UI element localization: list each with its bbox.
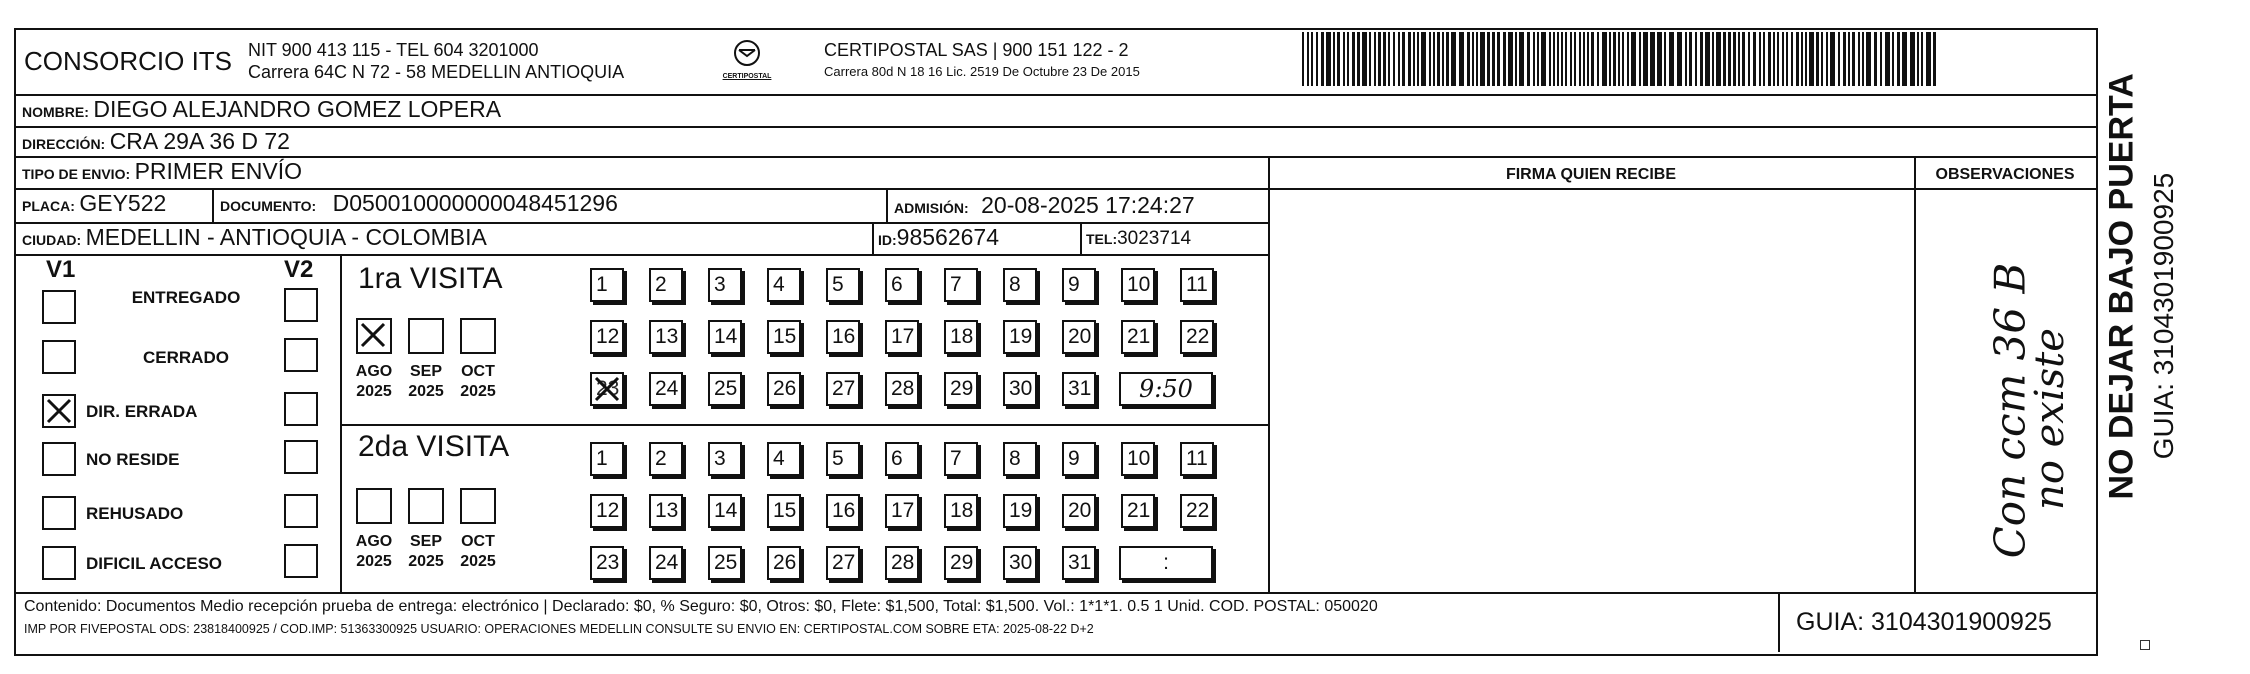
observaciones-line1: Con ccm 36 B bbox=[1985, 262, 2035, 559]
barcode-bar bbox=[1695, 32, 1697, 86]
barcode-bar bbox=[1728, 32, 1731, 86]
barcode-bar bbox=[1337, 32, 1340, 86]
month-label bbox=[452, 362, 504, 402]
day-box[interactable]: 17 bbox=[885, 494, 919, 528]
barcode-bar bbox=[1519, 32, 1524, 86]
barcode-bar bbox=[1622, 32, 1624, 86]
id-value: 98562674 bbox=[896, 224, 1000, 250]
barcode-bar bbox=[1378, 32, 1381, 86]
day-box[interactable]: 7 bbox=[944, 442, 978, 476]
day-box[interactable]: 6 bbox=[885, 442, 919, 476]
day-box[interactable]: 19 bbox=[1003, 320, 1037, 354]
barcode-bar bbox=[1388, 32, 1390, 86]
day-box[interactable]: 5 bbox=[826, 268, 860, 302]
day-box-crossed[interactable] bbox=[590, 372, 624, 406]
day-box[interactable]: 26 bbox=[767, 546, 801, 580]
tel-value: 3023714 bbox=[1117, 228, 1192, 249]
barcode-bar bbox=[1723, 32, 1726, 86]
day-box[interactable]: 2 bbox=[649, 268, 683, 302]
barcode-bar bbox=[1357, 32, 1360, 86]
month-year: 2025 bbox=[356, 383, 392, 400]
status-v1-checkbox[interactable] bbox=[42, 340, 76, 374]
barcode-bar bbox=[1738, 32, 1740, 86]
barcode-bar bbox=[1664, 32, 1666, 86]
month-year: 2025 bbox=[460, 553, 496, 570]
status-v1-checkbox[interactable] bbox=[42, 442, 76, 476]
month-label bbox=[348, 362, 400, 402]
check-x-icon bbox=[358, 320, 388, 350]
status-v1-checkbox[interactable] bbox=[42, 496, 76, 530]
divider bbox=[1080, 222, 1082, 254]
barcode-bar bbox=[1574, 32, 1576, 86]
month-name: SEP bbox=[409, 363, 442, 380]
day-box[interactable]: 12 bbox=[590, 494, 624, 528]
nombre-row bbox=[22, 96, 501, 123]
month-year: 2025 bbox=[408, 383, 444, 400]
barcode-bar bbox=[1689, 32, 1692, 86]
barcode-bar bbox=[1302, 32, 1304, 86]
month-label bbox=[400, 362, 452, 402]
barcode-bar bbox=[1657, 32, 1662, 86]
barcode-bar bbox=[1398, 32, 1400, 86]
tel-label: TEL: bbox=[1086, 231, 1118, 247]
day-box[interactable]: 1 bbox=[590, 268, 624, 302]
day-box[interactable]: 14 bbox=[708, 320, 742, 354]
barcode-bar bbox=[1862, 32, 1864, 86]
divider bbox=[14, 126, 2096, 128]
day-box[interactable]: 2 bbox=[649, 442, 683, 476]
barcode-bar bbox=[1712, 32, 1714, 86]
tipo-label: TIPO DE ENVIO: bbox=[22, 166, 131, 182]
barcode-bar bbox=[1553, 32, 1555, 86]
barcode-bar bbox=[1383, 32, 1386, 86]
day-box[interactable]: 9 bbox=[1062, 268, 1096, 302]
barcode-bar bbox=[1451, 32, 1456, 86]
day-box[interactable]: 14 bbox=[708, 494, 742, 528]
month-checkbox[interactable] bbox=[356, 318, 392, 354]
day-box[interactable]: 27 bbox=[826, 546, 860, 580]
courier-line: CERTIPOSTAL SAS | 900 151 122 - 2 bbox=[824, 40, 1129, 60]
barcode-bar bbox=[1497, 32, 1500, 86]
day-box[interactable]: 1 bbox=[590, 442, 624, 476]
divider bbox=[886, 188, 888, 222]
barcode-bar bbox=[1858, 32, 1860, 86]
observaciones-line2: no existe bbox=[2027, 328, 2073, 510]
day-box[interactable]: 15 bbox=[767, 494, 801, 528]
barcode-bar bbox=[1583, 32, 1585, 86]
barcode-bar bbox=[1892, 32, 1894, 86]
day-box[interactable]: 12 bbox=[590, 320, 624, 354]
barcode-bar bbox=[1492, 32, 1495, 86]
barcode-bar bbox=[1921, 32, 1923, 86]
v1-header: V1 bbox=[46, 256, 76, 283]
tipo-row bbox=[22, 158, 302, 185]
status-label: DIFICIL ACCESO bbox=[86, 554, 223, 573]
month-year: 2025 bbox=[356, 553, 392, 570]
barcode-bar bbox=[1796, 32, 1799, 86]
barcode-bar bbox=[1777, 32, 1779, 86]
admision-row bbox=[894, 192, 1195, 219]
month-checkbox[interactable] bbox=[356, 488, 392, 524]
barcode-bar bbox=[1597, 32, 1599, 86]
ciudad-value: MEDELLIN - ANTIOQUIA - COLOMBIA bbox=[85, 224, 487, 250]
barcode-bar bbox=[1429, 32, 1431, 86]
day-box[interactable]: 31 bbox=[1062, 546, 1096, 580]
divider bbox=[1778, 592, 1780, 652]
barcode-bar bbox=[1515, 32, 1517, 86]
day-box[interactable]: 18 bbox=[944, 320, 978, 354]
barcode-bar bbox=[1805, 32, 1807, 86]
barcode-bar bbox=[1801, 32, 1803, 86]
day-box[interactable]: 24 bbox=[649, 546, 683, 580]
barcode-bar bbox=[1408, 32, 1411, 86]
tipo-value: PRIMER ENVÍO bbox=[134, 158, 302, 184]
barcode-bar bbox=[1333, 32, 1335, 86]
barcode-bar bbox=[1442, 32, 1444, 86]
ciudad-label: CIUDAD: bbox=[22, 232, 82, 248]
day-box[interactable]: 18 bbox=[944, 494, 978, 528]
day-box[interactable]: 24 bbox=[649, 372, 683, 406]
footer-guia: GUIA: 3104301900925 bbox=[1796, 608, 2052, 636]
status-v2-checkbox[interactable] bbox=[284, 338, 318, 372]
placa-label: PLACA: bbox=[22, 198, 75, 214]
barcode-bar bbox=[1459, 32, 1464, 86]
footer-print-info: IMP POR FIVEPOSTAL ODS: 23818400925 / COD.IMP: 51363300925 USUARIO: OPERACIONES MEDELLIN CONSULTE SU ENVIO EN: CERTIPOSTAL.COM SOBRE ETA: 2025-08-22 D+2 bbox=[24, 622, 1094, 636]
barcode-bar bbox=[1618, 32, 1620, 86]
month-name: OCT bbox=[461, 533, 495, 550]
status-label: ENTREGADO bbox=[131, 288, 241, 307]
documento-value: D050010000000048451296 bbox=[332, 190, 618, 216]
barcode-bar bbox=[1307, 32, 1309, 86]
barcode-bar bbox=[1809, 32, 1814, 86]
day-box[interactable]: 20 bbox=[1062, 320, 1096, 354]
divider bbox=[14, 592, 2096, 594]
barcode-bar bbox=[1917, 32, 1919, 86]
day-box[interactable]: 13 bbox=[649, 494, 683, 528]
divider bbox=[1268, 156, 1270, 594]
month-checkbox[interactable] bbox=[408, 318, 444, 354]
v2-header: V2 bbox=[284, 256, 314, 283]
logo-text: CERTIPOSTAL bbox=[722, 73, 772, 80]
barcode-bar bbox=[1374, 32, 1376, 86]
day-box[interactable]: 29 bbox=[944, 372, 978, 406]
barcode-bar bbox=[1472, 32, 1474, 86]
barcode-bar bbox=[1852, 32, 1855, 86]
barcode-bar bbox=[1650, 32, 1655, 86]
day-box[interactable]: 16 bbox=[826, 320, 860, 354]
day-box[interactable]: 26 bbox=[767, 372, 801, 406]
barcode-bar bbox=[1362, 32, 1367, 86]
divider bbox=[212, 188, 214, 222]
day-box[interactable]: 23 bbox=[590, 546, 624, 580]
status-v2-checkbox[interactable] bbox=[284, 494, 318, 528]
month-label bbox=[452, 532, 504, 572]
month-name: AGO bbox=[355, 363, 393, 380]
day-box[interactable]: 27 bbox=[826, 372, 860, 406]
barcode-bar bbox=[1759, 32, 1761, 86]
barcode-bar bbox=[1773, 32, 1775, 86]
corner-mark bbox=[2140, 640, 2150, 650]
day-box[interactable]: 28 bbox=[885, 546, 919, 580]
barcode-bar bbox=[1557, 32, 1559, 86]
barcode-bar bbox=[1926, 32, 1931, 86]
day-box[interactable]: 31 bbox=[1062, 372, 1096, 406]
day-box[interactable]: 3 bbox=[708, 268, 742, 302]
address-line: Carrera 64C N 72 - 58 MEDELLIN ANTIOQUIA bbox=[248, 62, 625, 82]
barcode-bar bbox=[1570, 32, 1572, 86]
status-v2-checkbox[interactable] bbox=[284, 544, 318, 578]
barcode-bar bbox=[1821, 32, 1823, 86]
day-box[interactable]: 4 bbox=[767, 268, 801, 302]
month-name: OCT bbox=[461, 363, 495, 380]
barcode-bar bbox=[1326, 32, 1331, 86]
nombre-value: DIEGO ALEJANDRO GOMEZ LOPERA bbox=[93, 96, 502, 122]
barcode-bar bbox=[1549, 32, 1551, 86]
divider bbox=[340, 254, 342, 592]
certipostal-logo bbox=[712, 38, 782, 88]
barcode-bar bbox=[1748, 32, 1750, 86]
barcode-bar bbox=[1669, 32, 1674, 86]
barcode-bar bbox=[1885, 32, 1890, 86]
day-box[interactable]: 15 bbox=[767, 320, 801, 354]
barcode-bar bbox=[1579, 32, 1581, 86]
day-box[interactable]: 11 bbox=[1180, 442, 1214, 476]
barcode-bar bbox=[1786, 32, 1788, 86]
day-box[interactable]: 22 bbox=[1180, 320, 1214, 354]
barcode-bar bbox=[1587, 32, 1589, 86]
barcode-bar bbox=[1874, 32, 1877, 86]
courier-address: Carrera 80d N 18 16 Lic. 2519 De Octubre 23 De 2015 bbox=[824, 64, 1140, 79]
barcode-bar bbox=[1816, 32, 1819, 86]
status-v2-checkbox[interactable] bbox=[284, 288, 318, 322]
day-box[interactable]: 8 bbox=[1003, 442, 1037, 476]
barcode-bar bbox=[1446, 32, 1449, 86]
day-box[interactable]: 20 bbox=[1062, 494, 1096, 528]
placa-value: GEY522 bbox=[79, 190, 167, 216]
day-box[interactable]: 25 bbox=[708, 372, 742, 406]
status-v1-checkbox[interactable] bbox=[42, 546, 76, 580]
day-box[interactable]: 3 bbox=[708, 442, 742, 476]
day-box[interactable]: 28 bbox=[885, 372, 919, 406]
day-box[interactable]: 7 bbox=[944, 268, 978, 302]
time-box[interactable]: : bbox=[1119, 546, 1213, 580]
barcode-bar bbox=[1866, 32, 1871, 86]
barcode-bar bbox=[1826, 32, 1828, 86]
barcode-bar bbox=[1830, 32, 1835, 86]
day-box[interactable]: 10 bbox=[1121, 268, 1155, 302]
month-name: SEP bbox=[409, 533, 442, 550]
barcode-bar bbox=[1791, 32, 1793, 86]
barcode-bar bbox=[1480, 32, 1485, 86]
day-box[interactable]: 10 bbox=[1121, 442, 1155, 476]
divider bbox=[340, 424, 1270, 426]
tel-row bbox=[1086, 228, 1191, 250]
barcode-bar bbox=[1476, 32, 1478, 86]
barcode-bar bbox=[1700, 32, 1703, 86]
barcode-bar bbox=[1880, 32, 1882, 86]
barcode-bar bbox=[1677, 32, 1682, 86]
month-checkbox[interactable] bbox=[460, 488, 496, 524]
day-box[interactable]: 19 bbox=[1003, 494, 1037, 528]
barcode-bar bbox=[1753, 32, 1756, 86]
month-label bbox=[348, 532, 400, 572]
day-box[interactable]: 25 bbox=[708, 546, 742, 580]
month-label bbox=[400, 532, 452, 572]
barcode-bar bbox=[1433, 32, 1435, 86]
barcode-bar bbox=[1393, 32, 1395, 86]
barcode-bar bbox=[1643, 32, 1648, 86]
month-year: 2025 bbox=[460, 383, 496, 400]
observaciones-header: OBSERVACIONES bbox=[1935, 166, 2075, 183]
barcode-bar bbox=[1602, 32, 1607, 86]
barcode-bar bbox=[1527, 32, 1530, 86]
divider bbox=[14, 156, 2096, 158]
status-label: REHUSADO bbox=[86, 504, 184, 523]
day-box[interactable]: 6 bbox=[885, 268, 919, 302]
firma-header: FIRMA QUIEN RECIBE bbox=[1505, 166, 1677, 183]
day-box[interactable]: 4 bbox=[767, 442, 801, 476]
barcode-bar bbox=[1565, 32, 1567, 86]
day-number: 23 bbox=[596, 377, 620, 400]
day-box[interactable]: 30 bbox=[1003, 546, 1037, 580]
barcode-bar bbox=[1639, 32, 1641, 86]
day-box[interactable]: 8 bbox=[1003, 268, 1037, 302]
status-v1-checkbox[interactable] bbox=[42, 290, 76, 324]
barcode-bar bbox=[1933, 32, 1936, 86]
barcode-bar bbox=[1627, 32, 1629, 86]
divider bbox=[1914, 156, 1916, 594]
barcode-bar bbox=[1848, 32, 1850, 86]
day-box[interactable]: 22 bbox=[1180, 494, 1214, 528]
divider bbox=[872, 222, 874, 254]
barcode-bar bbox=[1508, 32, 1513, 86]
barcode-bar bbox=[1742, 32, 1745, 86]
barcode-bar bbox=[1591, 32, 1594, 86]
side-guia: GUIA: 3104301900925 bbox=[2148, 172, 2179, 460]
ciudad-row bbox=[22, 224, 487, 251]
day-box[interactable]: 5 bbox=[826, 442, 860, 476]
documento-label: DOCUMENTO: bbox=[220, 198, 317, 214]
barcode-bar bbox=[1685, 32, 1687, 86]
barcode-bar bbox=[1437, 32, 1440, 86]
placa-row bbox=[22, 190, 166, 217]
barcode-bar bbox=[1421, 32, 1426, 86]
day-box[interactable]: 11 bbox=[1180, 268, 1214, 302]
barcode-bar bbox=[1537, 32, 1539, 86]
day-box[interactable]: 9 bbox=[1062, 442, 1096, 476]
day-box[interactable]: 29 bbox=[944, 546, 978, 580]
month-checkbox[interactable] bbox=[460, 318, 496, 354]
company-name: CONSORCIO ITS bbox=[24, 46, 233, 76]
day-box[interactable]: 16 bbox=[826, 494, 860, 528]
nombre-label: NOMBRE: bbox=[22, 104, 89, 120]
barcode-bar bbox=[1631, 32, 1636, 86]
day-box[interactable]: 21 bbox=[1121, 494, 1155, 528]
barcode-bar bbox=[1705, 32, 1710, 86]
barcode-bar bbox=[1910, 32, 1915, 86]
id-label: ID: bbox=[878, 232, 897, 248]
barcode-bar bbox=[1413, 32, 1415, 86]
direccion-value: CRA 29A 36 D 72 bbox=[109, 128, 290, 154]
barcode-bar bbox=[1763, 32, 1765, 86]
barcode-bar bbox=[1541, 32, 1546, 86]
barcode-bar bbox=[1843, 32, 1846, 86]
status-v1-checkbox[interactable] bbox=[42, 394, 76, 428]
month-year: 2025 bbox=[408, 553, 444, 570]
day-box[interactable]: 21 bbox=[1121, 320, 1155, 354]
logo-icon bbox=[729, 38, 765, 68]
barcode-bar bbox=[1613, 32, 1616, 86]
month-name: AGO bbox=[355, 533, 393, 550]
status-label: DIR. ERRADA bbox=[86, 402, 198, 421]
documento-row bbox=[220, 190, 618, 217]
barcode-bar bbox=[1311, 32, 1313, 86]
day-box[interactable]: 30 bbox=[1003, 372, 1037, 406]
direccion-row bbox=[22, 128, 290, 155]
direccion-label: DIRECCIÓN: bbox=[22, 136, 106, 152]
check-x-icon bbox=[44, 396, 74, 426]
barcode-bar bbox=[1369, 32, 1371, 86]
admision-value: 20-08-2025 17:24:27 bbox=[981, 192, 1195, 218]
barcode bbox=[1302, 32, 1940, 86]
barcode-bar bbox=[1782, 32, 1784, 86]
barcode-bar bbox=[1902, 32, 1907, 86]
admision-label: ADMISIÓN: bbox=[894, 200, 969, 216]
barcode-bar bbox=[1561, 32, 1563, 86]
visit1-title: 1ra VISITA bbox=[358, 262, 503, 295]
status-v2-checkbox[interactable] bbox=[284, 440, 318, 474]
barcode-bar bbox=[1733, 32, 1736, 86]
barcode-bar bbox=[1838, 32, 1840, 86]
barcode-bar bbox=[1316, 32, 1318, 86]
visit2-title: 2da VISITA bbox=[358, 430, 510, 463]
side-warning: NO DEJAR BAJO PUERTA bbox=[2102, 73, 2141, 500]
divider bbox=[14, 254, 1270, 256]
barcode-bar bbox=[1533, 32, 1535, 86]
status-v2-checkbox[interactable] bbox=[284, 392, 318, 426]
barcode-bar bbox=[1343, 32, 1345, 86]
status-label: CERRADO bbox=[143, 348, 229, 367]
barcode-bar bbox=[1716, 32, 1721, 86]
barcode-bar bbox=[1467, 32, 1470, 86]
day-box[interactable]: 17 bbox=[885, 320, 919, 354]
barcode-bar bbox=[1402, 32, 1405, 86]
barcode-bar bbox=[1897, 32, 1900, 86]
barcode-bar bbox=[1609, 32, 1611, 86]
barcode-bar bbox=[1352, 32, 1355, 86]
barcode-bar bbox=[1347, 32, 1349, 86]
barcode-bar bbox=[1768, 32, 1771, 86]
time-box[interactable]: 9:50 bbox=[1119, 372, 1213, 406]
barcode-bar bbox=[1503, 32, 1506, 86]
nit-line: NIT 900 413 115 - TEL 604 3201000 bbox=[248, 40, 539, 60]
status-label: NO RESIDE bbox=[86, 450, 180, 469]
barcode-bar bbox=[1487, 32, 1490, 86]
month-checkbox[interactable] bbox=[408, 488, 444, 524]
barcode-bar bbox=[1321, 32, 1324, 86]
day-box[interactable]: 13 bbox=[649, 320, 683, 354]
barcode-bar bbox=[1417, 32, 1419, 86]
footer-content: Contenido: Documentos Medio recepción prueba de entrega: electrónico | Declarado: $0, % Seguro: $0, Otros: $0, Flete: $1,500, Total: $1,500. Vol.: 1*1*1. 0.5 1 Unid. COD. POSTAL: 050020 bbox=[24, 598, 1378, 615]
id-row bbox=[878, 224, 999, 251]
